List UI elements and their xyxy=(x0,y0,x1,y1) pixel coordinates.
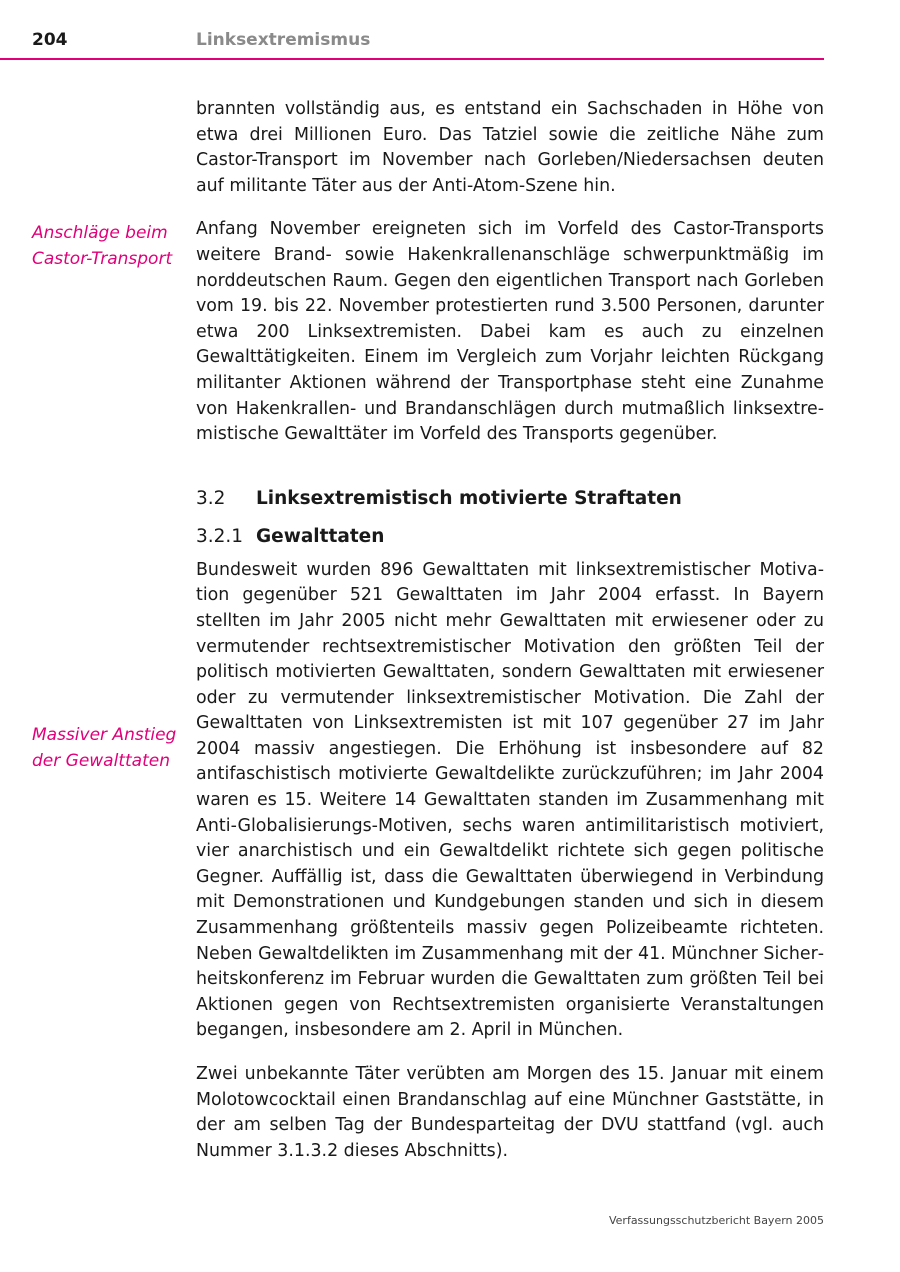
paragraph-1: brannten vollständig aus, es entstand ein Sachschaden in Höhe von etwa drei Millionen Euro. Das Tatziel sowie die zeitliche Nähe zum Castor-Transport im November nach Gorleben/Niedersachsen deuten auf militante Täter aus der Anti-Atom-Szene hin. xyxy=(196,99,824,196)
margin-note-castor: Anschläge beim Castor-Transport xyxy=(32,223,173,269)
paragraph-3: Bundesweit wurden 896 Gewalttaten mit linksextremistischer Motivation gegenüber 521 Gewalttaten im Jahr 2004 erfasst. In Bayern stellten im Jahr 2005 nicht mehr Gewalttaten mit erwiesener oder zu vermutender rechtsextremistischer Motivation den größten Teil der politisch motivierten Gewalttaten, sondern Gewalttaten mit erwiesener oder zu vermutender linksextremistischer Motivation. Die Zahl der Gewalttaten von Linksextremisten ist mit 107 gegenüber 27 im Jahr 2004 massiv angestiegen. Die Erhöhung ist insbesondere auf 82 antifaschistisch motivierte Gewaltdelikte zurückzuführen; im Jahr 2004 waren es 15. Weitere 14 Gewalttaten standen im Zusammenhang mit Anti-Globalisierungs-Motiven, sechs waren antimilitaristisch motiviert, vier anarchistisch und ein Gewaltdelikt richtete sich gegen politische Gegner. Auffällig ist, dass die Gewalttaten überwiegend in Verbindung mit Demonstrationen und Kundgebungen standen und sich in diesem Zusammenhang größtenteils massiv gegen Polizeibeamte richteten. Neben Gewaltdelikten im Zusammenhang mit der 41. Münchner Sicherheitskonferenz im Februar wurden die Gewalttaten zum größten Teil bei Aktionen gegen von Rechtsextremisten organisierte Veranstaltungen begangen, insbesondere am 2. April in München. xyxy=(196,559,824,1041)
subsection-number: 3.2.1 xyxy=(196,525,244,547)
margin-note-gewalttaten: Massiver Anstieg der Gewalttaten xyxy=(32,725,177,771)
section-number: 3.2 xyxy=(196,487,226,509)
running-head: Linksextremismus xyxy=(196,30,371,50)
main-content xyxy=(196,97,824,1164)
section-heading-3-2 xyxy=(196,486,824,512)
page-footer: Verfassungsschutzbericht Bayern 2005 xyxy=(608,1214,824,1227)
section-heading-3-2-1 xyxy=(196,524,824,550)
paragraph-4: Zwei unbekannte Täter verübten am Morgen des 15. Januar mit einem Molotowcocktail einen Brandanschlag auf eine Münchner Gaststätte, in der am selben Tag der Bundesparteitag der DVU stattfand (vgl. auch Nummer 3.1.3.2 dieses Abschnitts). xyxy=(196,1064,824,1161)
section-title: Linksextremistisch motivierte Straftaten xyxy=(256,487,682,509)
subsection-title: Gewalttaten xyxy=(256,525,385,547)
paragraph-2: Anfang November ereigneten sich im Vorfeld des Castor-Transports weitere Brand- sowie Hakenkrallenanschläge schwerpunktmäßig im norddeutschen Raum. Gegen den eigentlichen Transport nach Gorleben vom 19. bis 22. November protestierten rund 3.500 Personen, darunter etwa 200 Linksextremisten. Dabei kam es auch zu einzelnen Gewalttätigkeiten. Einem im Vergleich zum Vorjahr leichten Rückgang militanter Aktionen während der Transportphase steht eine Zunahme von Hakenkrallen- und Brandanschlägen durch mutmaßlich linksextremistische Gewalttäter im Vorfeld des Transports gegenüber. xyxy=(196,219,824,445)
page-header xyxy=(0,28,824,60)
page-number: 204 xyxy=(32,30,68,50)
